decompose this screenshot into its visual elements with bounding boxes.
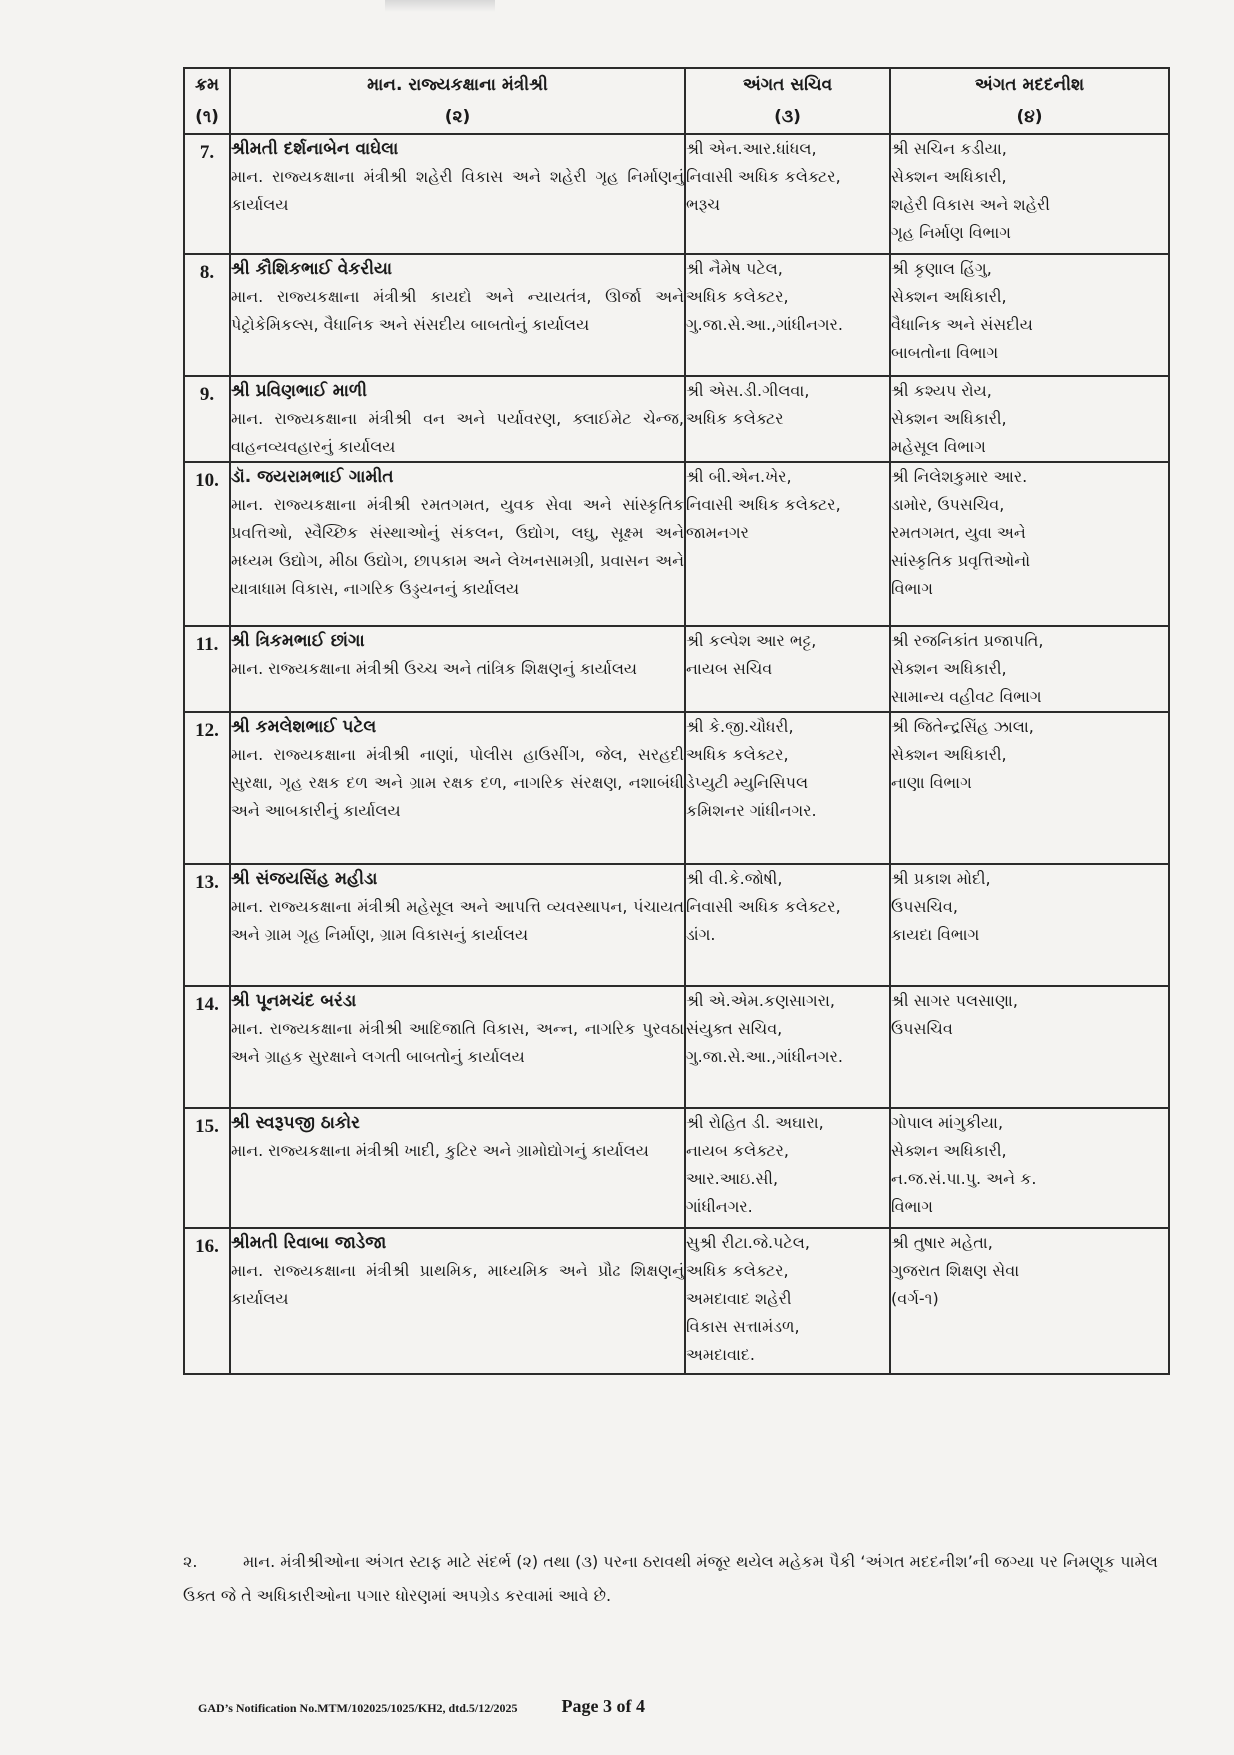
secretary-line: શ્રી એસ.ડી.ગીલવા,	[686, 381, 810, 400]
secretary-line: નિવાસી અધિક કલેક્ટર,	[686, 167, 841, 186]
minister-name: શ્રી સંજયસિંહ મહીડા	[231, 869, 378, 889]
minister-portfolio: માન. રાજ્યકક્ષાના મંત્રીશ્રી વન અને પર્યાવરણ, ક્લાઈમેટ ચેન્જ, વાહનવ્યવહારનું કાર્યાલય	[231, 409, 684, 456]
secretary-cell	[685, 134, 890, 254]
minister-cell	[230, 1228, 685, 1374]
minister-cell	[230, 462, 685, 626]
assistant-line: વૈધાનિક અને સંસદીય	[891, 315, 1033, 334]
assistant-line: શ્રી રજનિકાંત પ્રજાપતિ,	[891, 631, 1044, 650]
assistant-cell	[890, 626, 1169, 712]
minister-portfolio: માન. રાજ્યકક્ષાના મંત્રીશ્રી ખાદી, કુટિર અને ગ્રામોદ્યોગનું કાર્યાલય	[231, 1141, 649, 1160]
serial-cell	[184, 986, 230, 1108]
secretary-line: શ્રી નૈમેષ પટેલ,	[686, 259, 783, 278]
paragraph-number: ૨.	[183, 1552, 198, 1571]
table-row	[184, 462, 1169, 626]
assistant-line: કાયદા વિભાગ	[891, 925, 980, 944]
secretary-line: ગાંધીનગર.	[686, 1197, 753, 1216]
minister-portfolio: માન. રાજ્યકક્ષાના મંત્રીશ્રી નાણાં, પોલીસ હાઉસીંગ, જેલ, સરહદી સુરક્ષા, ગૃહ રક્ષક દળ અને ગ્રામ રક્ષક દળ, નાગરિક સંરક્ષણ, નશાબંધી અને આબકારીનું કાર્યાલય	[231, 745, 684, 820]
assistant-line: (વર્ગ-૧)	[891, 1289, 939, 1308]
secretary-line: શ્રી બી.એન.ખેર,	[686, 467, 792, 486]
serial-number: 10.	[195, 470, 219, 491]
table-row	[184, 376, 1169, 462]
notification-reference: GAD’s Notification No.MTM/102025/1025/KH2, dtd.5/12/2025	[198, 1701, 518, 1715]
assistant-line: વિભાગ	[891, 1197, 933, 1216]
secretary-cell	[685, 712, 890, 864]
assistant-cell	[890, 986, 1169, 1108]
assistant-line: સામાન્ય વહીવટ વિભાગ	[891, 687, 1042, 706]
serial-number: 9.	[199, 384, 215, 405]
secretary-line: ડાંગ.	[686, 925, 716, 944]
secretary-line: અમદાવાદ શહેરી	[686, 1289, 792, 1308]
assistant-line: ઉપસચિવ,	[891, 897, 958, 916]
assistant-line: નાણા વિભાગ	[891, 773, 972, 792]
scan-artifact	[385, 0, 495, 12]
assistant-line: ન.જ.સં.પા.પુ. અને ક.	[891, 1169, 1037, 1188]
assistant-line: સેક્શન અધિકારી,	[891, 287, 1007, 306]
secretary-line: વિકાસ સત્તામંડળ,	[686, 1317, 800, 1336]
secretary-cell	[685, 626, 890, 712]
secretary-cell	[685, 1108, 890, 1228]
serial-number: 15.	[195, 1116, 219, 1137]
secretary-line: ગુ.જા.સે.આ.,ગાંધીનગર.	[686, 1047, 843, 1066]
header-personal-assistant: અંગત મદદનીશ (૪)	[890, 68, 1169, 134]
header-personal-secretary: અંગત સચિવ (૩)	[685, 68, 890, 134]
assistant-line: ગૃહ નિર્માણ વિભાગ	[891, 223, 1011, 242]
secretary-cell	[685, 462, 890, 626]
minister-cell	[230, 986, 685, 1108]
minister-portfolio: માન. રાજ્યકક્ષાના મંત્રીશ્રી મહેસૂલ અને આપત્તિ વ્યવસ્થાપન, પંચાયત અને ગ્રામ ગૃહ નિર્માણ, ગ્રામ વિકાસનું કાર્યાલય	[231, 897, 684, 944]
serial-cell	[184, 712, 230, 864]
header-minister: માન. રાજ્યકક્ષાના મંત્રીશ્રી (૨)	[230, 68, 685, 134]
assistant-line: શ્રી પ્રકાશ મોદી,	[891, 869, 991, 888]
secretary-line: ડેપ્યુટી મ્યુનિસિપલ	[686, 773, 809, 792]
secretary-line: ભરૂચ	[686, 195, 721, 214]
assistant-cell	[890, 712, 1169, 864]
assistant-cell	[890, 864, 1169, 986]
assistant-line: વિભાગ	[891, 579, 933, 598]
secretary-line: નિવાસી અધિક કલેક્ટર,	[686, 495, 841, 514]
secretary-cell	[685, 376, 890, 462]
serial-cell	[184, 1228, 230, 1374]
assistant-line: શ્રી સચિન કડીયા,	[891, 139, 1007, 158]
serial-number: 8.	[199, 262, 215, 283]
serial-number: 11.	[195, 634, 219, 655]
serial-number: 12.	[195, 720, 219, 741]
assistant-cell	[890, 376, 1169, 462]
serial-cell	[184, 864, 230, 986]
minister-name: શ્રી પૂનમચંદ બરંડા	[231, 991, 357, 1011]
serial-number: 13.	[195, 872, 219, 893]
minister-portfolio: માન. રાજ્યકક્ષાના મંત્રીશ્રી ઉચ્ચ અને તાંત્રિક શિક્ષણનું કાર્યાલય	[231, 659, 638, 678]
assistant-line: શહેરી વિકાસ અને શહેરી	[891, 195, 1050, 214]
secretary-line: અધિક કલેક્ટર,	[686, 745, 789, 764]
serial-cell	[184, 462, 230, 626]
secretary-cell	[685, 1228, 890, 1374]
minister-cell	[230, 864, 685, 986]
staff-allocation-table	[183, 67, 1170, 1375]
assistant-line: ગોપાલ માંગુકીયા,	[891, 1113, 1004, 1132]
page-footer	[198, 1696, 645, 1717]
secretary-line: શ્રી રોહિત ડી. અઘારા,	[686, 1113, 824, 1132]
minister-name: ડૉ. જયરામભાઈ ગામીત	[231, 467, 394, 487]
secretary-line: અમદાવાદ.	[686, 1345, 755, 1364]
minister-name: શ્રી ત્રિકમભાઈ છાંગા	[231, 631, 365, 651]
assistant-line: મહેસૂલ વિભાગ	[891, 437, 986, 456]
serial-cell	[184, 254, 230, 376]
minister-cell	[230, 134, 685, 254]
table-row	[184, 626, 1169, 712]
assistant-line: શ્રી સાગર પલસાણા,	[891, 991, 1018, 1010]
minister-name: શ્રીમતી દર્શનાબેન વાઘેલા	[231, 139, 399, 159]
minister-name: શ્રી પ્રવિણભાઈ માળી	[231, 381, 368, 401]
assistant-line: ડામોર, ઉપસચિવ,	[891, 495, 1005, 514]
assistant-line: રમતગમત, યુવા અને	[891, 523, 1026, 542]
minister-cell	[230, 712, 685, 864]
minister-portfolio: માન. રાજ્યકક્ષાના મંત્રીશ્રી કાયદો અને ન્યાયતંત્ર, ઊર્જા અને પેટ્રોકેમિકલ્સ, વૈધાનિક અને સંસદીય બાબતોનું કાર્યાલય	[231, 287, 684, 334]
table-row	[184, 1108, 1169, 1228]
assistant-line: શ્રી નિલેશકુમાર આર.	[891, 467, 1028, 486]
assistant-line: શ્રી કશ્યપ રોય,	[891, 381, 992, 400]
minister-name: શ્રી કૌશિકભાઈ વેકરીયા	[231, 259, 393, 279]
assistant-line: શ્રી જિતેન્દ્રસિંહ ઝાલા,	[891, 717, 1034, 736]
secretary-line: નાયબ સચિવ	[686, 659, 773, 678]
minister-cell	[230, 376, 685, 462]
table-row	[184, 134, 1169, 254]
assistant-line: સેક્શન અધિકારી,	[891, 659, 1007, 678]
secretary-cell	[685, 864, 890, 986]
secretary-line: સુશ્રી રીટા.જે.પટેલ,	[686, 1233, 810, 1252]
assistant-line: શ્રી કૃણાલ હિંગુ,	[891, 259, 992, 278]
assistant-line: સેક્શન અધિકારી,	[891, 745, 1007, 764]
assistant-cell	[890, 254, 1169, 376]
assistant-line: શ્રી તુષાર મહેતા,	[891, 1233, 993, 1252]
assistant-line: ઉપસચિવ	[891, 1019, 953, 1038]
minister-cell	[230, 626, 685, 712]
secretary-line: નિવાસી અધિક કલેક્ટર,	[686, 897, 841, 916]
assistant-cell	[890, 1228, 1169, 1374]
minister-portfolio: માન. રાજ્યકક્ષાના મંત્રીશ્રી શહેરી વિકાસ અને શહેરી ગૃહ નિર્માણનું કાર્યાલય	[231, 167, 684, 214]
secretary-line: જામનગર	[686, 523, 749, 542]
secretary-line: કમિશનર ગાંધીનગર.	[686, 801, 817, 820]
minister-name: શ્રીમતી રિવાબા જાડેજા	[231, 1233, 387, 1253]
assistant-cell	[890, 462, 1169, 626]
assistant-cell	[890, 1108, 1169, 1228]
secretary-cell	[685, 986, 890, 1108]
minister-cell	[230, 1108, 685, 1228]
secretary-line: શ્રી વી.કે.જોષી,	[686, 869, 783, 888]
serial-cell	[184, 134, 230, 254]
minister-cell	[230, 254, 685, 376]
serial-cell	[184, 376, 230, 462]
serial-number: 16.	[195, 1236, 219, 1257]
minister-name: શ્રી સ્વરૂપજી ઠાકોર	[231, 1113, 360, 1133]
assistant-line: સેક્શન અધિકારી,	[891, 167, 1007, 186]
minister-portfolio: માન. રાજ્યકક્ષાના મંત્રીશ્રી આદિજાતિ વિકાસ, અન્ન, નાગરિક પુરવઠા અને ગ્રાહક સુરક્ષાને લગતી બાબતોનું કાર્યાલય	[231, 1019, 684, 1066]
secretary-line: શ્રી એન.આર.ધાંધલ,	[686, 139, 817, 158]
secretary-line: શ્રી કે.જી.ચૌધરી,	[686, 717, 794, 736]
header-serial: ક્રમ (૧)	[184, 68, 230, 134]
secretary-line: નાયબ કલેક્ટર,	[686, 1141, 790, 1160]
minister-portfolio: માન. રાજ્યકક્ષાના મંત્રીશ્રી પ્રાથમિક, માધ્યમિક અને પ્રૌઢ શિક્ષણનું કાર્યાલય	[231, 1261, 684, 1308]
minister-name: શ્રી કમલેશભાઈ પટેલ	[231, 717, 377, 737]
page-number: Page 3 of 4	[561, 1696, 646, 1716]
serial-number: 14.	[195, 994, 219, 1015]
table-row	[184, 986, 1169, 1108]
assistant-cell	[890, 134, 1169, 254]
assistant-line: બાબતોના વિભાગ	[891, 343, 999, 362]
assistant-line: સાંસ્કૃતિક પ્રવૃત્તિઓનો	[891, 551, 1031, 570]
secretary-line: અધિક કલેક્ટર,	[686, 1261, 789, 1280]
table-row	[184, 712, 1169, 864]
secretary-line: સંયુક્ત સચિવ,	[686, 1019, 783, 1038]
serial-cell	[184, 1108, 230, 1228]
secretary-line: અધિક કલેક્ટર	[686, 409, 784, 428]
table-header-row	[184, 68, 1169, 134]
serial-cell	[184, 626, 230, 712]
table-row	[184, 1228, 1169, 1374]
serial-number: 7.	[199, 142, 215, 163]
secretary-line: શ્રી એ.એમ.કણસાગરા,	[686, 991, 836, 1010]
minister-portfolio: માન. રાજ્યકક્ષાના મંત્રીશ્રી રમતગમત, યુવક સેવા અને સાંસ્કૃતિક પ્રવત્તિઓ, સ્વૈચ્છિક સંસ્થાઓનું સંકલન, ઉદ્યોગ, લઘુ, સૂક્ષ્મ અને મધ્યમ ઉદ્યોગ, મીઠા ઉદ્યોગ, છાપકામ અને લેખનસામગ્રી, પ્રવાસન અને યાત્રાધામ વિકાસ, નાગરિક ઉડ્ડયનનું કાર્યાલય	[231, 495, 684, 598]
assistant-line: ગુજરાત શિક્ષણ સેવા	[891, 1261, 1020, 1280]
secretary-cell	[685, 254, 890, 376]
assistant-line: સેક્શન અધિકારી,	[891, 409, 1007, 428]
paragraph-text: માન. મંત્રીશ્રીઓના અંગત સ્ટાફ માટે સંદર્ભ (૨) તથા (૩) પરના ઠરાવથી મંજૂર થયેલ મહેકમ પૈકી ‘અંગત મદદનીશ’ની જગ્યા પર નિમણૂક પામેલ ઉક્ત જે તે અધિકારીઓના પગાર ધોરણમાં અપગ્રેડ કરવામાં આવે છે.	[183, 1552, 1158, 1605]
paragraph-2	[183, 1545, 1168, 1613]
secretary-line: અધિક કલેક્ટર,	[686, 287, 789, 306]
assistant-line: સેક્શન અધિકારી,	[891, 1141, 1007, 1160]
table-row	[184, 254, 1169, 376]
secretary-line: આર.આઇ.સી,	[686, 1169, 779, 1188]
secretary-line: શ્રી કલ્પેશ આર ભટ્ટ,	[686, 631, 817, 650]
table-row	[184, 864, 1169, 986]
secretary-line: ગુ.જા.સે.આ.,ગાંધીનગર.	[686, 315, 843, 334]
